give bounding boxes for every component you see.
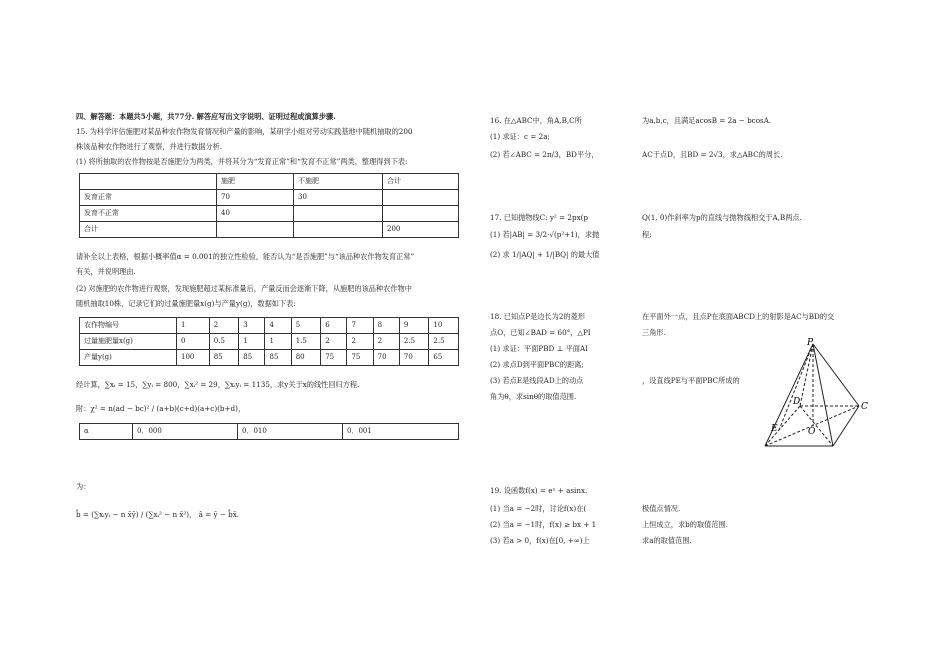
q19-line4a: (3) 若a > 0，f(x)在[0, +∞)上 [490, 536, 590, 545]
q16-line3b: AC于点D，且BD = 2√3，求△ABC的周长. [642, 150, 783, 159]
table-row: 发育正常 70 30 [80, 190, 459, 206]
q17-line1a: 17. 已知抛物线C: y² = 2px(p [490, 213, 589, 222]
q16-line3a: (2) 若∠ABC = 2π/3，BD平分， [490, 150, 599, 159]
q18-line2a: 点O，已知∠BAD = 60°，△PI [490, 328, 591, 337]
q18-line3: (1) 求证：平面PBD ⊥ 平面AI [490, 344, 589, 353]
table-row: 过量施肥量x(g) 0 0.5 1 1 1.5 2 2 2 2.5 2.5 [80, 334, 459, 350]
q18-line4: (2) 求点D到平面PBC的距离; [490, 360, 584, 369]
fertilizer-table [79, 317, 459, 366]
q15-line10: 为： [76, 482, 91, 491]
q19-line2a: (1) 当a = −2时，讨论f(x)在( [490, 504, 587, 513]
q15-line9: 附：χ² = n(ad − bc)² / (a+b)(c+d)(a+c)(b+d)， [76, 404, 246, 413]
q17-line3: (2) 求 1/|AQ| + 1/|BQ| 的最大值 [490, 250, 600, 259]
table-row: α 0．000 0．010 0．001 [80, 424, 459, 440]
table-row: 合计 200 [80, 222, 459, 238]
q15-line7: 随机抽取10株，记录它们的过量施肥量x(g)与产量y(g)，数据如下表: [76, 299, 296, 308]
q18-line1a: 18. 已知点P是边长为2的菱形 [490, 312, 586, 321]
q15-line2: 株该品种农作物进行了观察，并进行数据分析. [76, 142, 223, 151]
q15-line11: b̂ = (∑xᵢyᵢ − n x̄ȳ) / (∑xᵢ² − n x̄²)， â = ȳ − b̂x̄. [76, 510, 240, 519]
q15-line3: (1) 将所抽取的农作物按是否施肥分为两类，并将其分为“发育正常”和“发育不正常”两类，整理得到下表: [76, 157, 408, 166]
q16-line1a: 16. 在△ABC中，角A,B,C所 [490, 116, 582, 125]
q18-line1b: 在平面外一点，且点P在底面ABCD上的射影是AC与BD的交 [642, 312, 835, 321]
q18-line5a: (3) 若点E是线段AD上的动点 [490, 376, 584, 385]
table-row: 农作物编号 1 2 3 4 5 6 7 8 9 10 [80, 318, 459, 334]
q18-line6: 角为θ，求sinθ的取值范围. [490, 392, 577, 401]
pyramid-figure [755, 338, 877, 450]
q15-line5: 有关，并说明理由. [76, 267, 136, 276]
label-c: C [861, 402, 868, 412]
q18-line5b: ，设直线PE与平面PBC所成的 [642, 376, 740, 385]
q19-line3a: (2) 当a = −1时，f(x) ≥ bx + 1 [490, 520, 597, 529]
q17-line2a: (1) 若|AB| = 3/2·√(p²+1)，求抛 [490, 230, 600, 239]
q15-line6: (2) 对施肥的农作物进行观察，发现施肥超过某标准量后，产量反而会逐渐下降，从施肥的该品种农作物中 [76, 284, 412, 293]
table-row: 发育不正常 40 [80, 206, 459, 222]
q16-line1b: 为a,b,c，且满足acosB = 2a − bcosA. [642, 116, 772, 125]
table-row: 施肥 不施肥 合计 [80, 174, 459, 190]
table-row: 产量y(g) 100 85 85 85 80 75 75 70 70 65 [80, 350, 459, 366]
q19-line4b: 求a的取值范围. [642, 536, 692, 545]
critical-value-table [79, 423, 459, 440]
label-o: O [808, 427, 816, 437]
q16-line2: (1) 求证：c = 2a; [490, 132, 550, 141]
q19-line2b: 极值点情况. [642, 504, 681, 513]
q18-line2b: 三角形. [642, 328, 666, 337]
q15-line1: 15. 为科学评估施肥对某品种农作物发育情况和产量的影响，某研学小组对劳动实践基地中随机抽取的200 [76, 127, 413, 136]
q19-line3b: 上恒成立，求b的取值范围. [642, 520, 728, 529]
q15-line8: 经计算，∑xᵢ = 15，∑yᵢ = 800，∑xᵢ² = 29，∑xᵢyᵢ = 1135，求y关于x的线性回归方程. [76, 380, 360, 389]
label-p: P [807, 338, 814, 348]
q17-line2b: 程; [642, 230, 652, 239]
q19-line1: 19. 设函数f(x) = eˣ + asinx. [490, 486, 588, 495]
label-e: E [771, 424, 778, 434]
q17-line1b: Q(1, 0)作斜率为p的直线与抛物线相交于A,B两点. [642, 213, 802, 222]
label-d: D [793, 397, 801, 407]
section-header: 四、解答题：本题共5小题，共77分. 解答应写出文字说明、证明过程或演算步骤. [76, 112, 336, 121]
contingency-table [79, 173, 459, 238]
q15-line4: 请补全以上表格，根据小概率值α = 0.001的独立性检验，能否认为“是否施肥”与“该品种农作物发育正常” [76, 252, 415, 261]
